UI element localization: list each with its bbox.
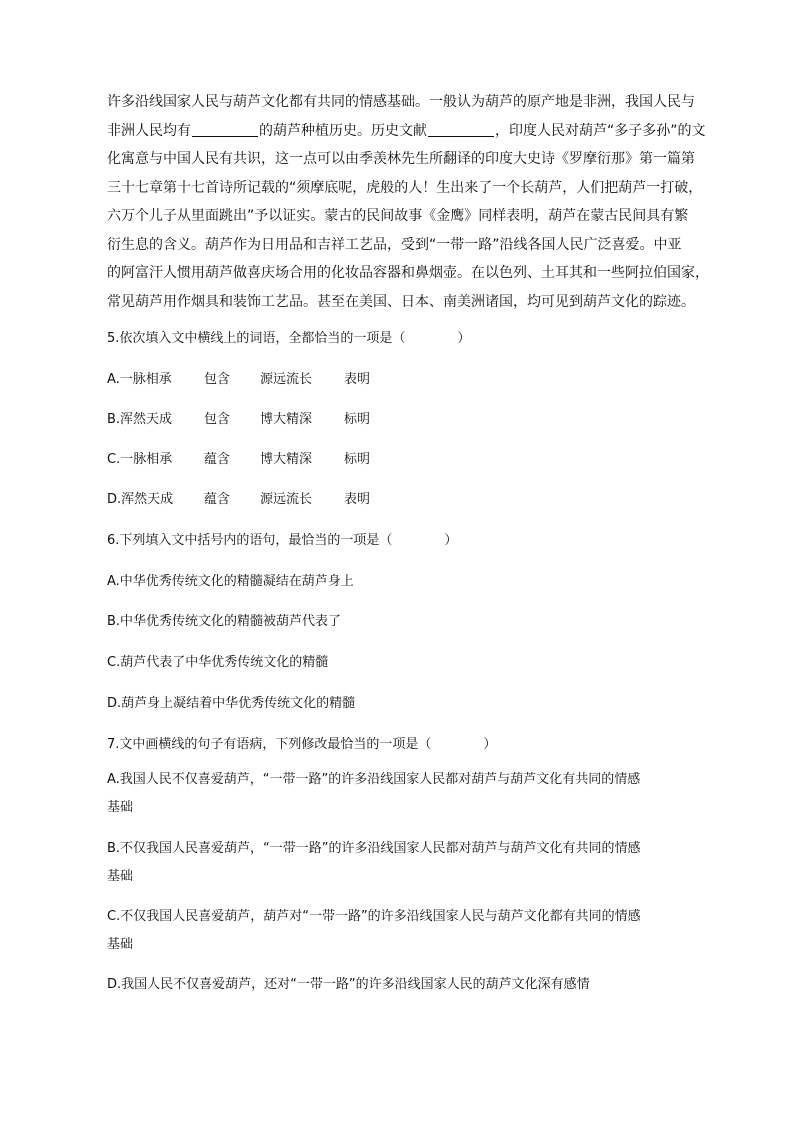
q7-option-d (107, 971, 707, 999)
q5-b-word-4: 标明 (344, 412, 371, 427)
q5-c-word-2: 蕴含 (204, 452, 231, 467)
q7-option-b (107, 835, 707, 891)
q5-d-word-3: 源远流长 (260, 492, 313, 507)
q5-d-word-1: D.浑然天成 (107, 492, 174, 507)
passage-line: 六万个儿子从里面跳出”予以证实。蒙古的民间故事《金鹰》同样表明，葫芦在蒙古民间具有繁 (107, 208, 689, 224)
passage-line: 三十七章第十七首诗所记载的“须摩底呢，虎般的人！生出来了一个长葫芦，人们把葫芦一打破， (107, 179, 703, 196)
q5-d-word-4: 表明 (344, 492, 371, 507)
q5-option-b (107, 408, 370, 427)
question-6-stem: 6.下列填入文中括号内的语句，最恰当的一项是（ ） (107, 533, 458, 548)
question-7-stem: 7.文中画横线的句子有语病，下列修改最恰当的一项是（ ） (107, 737, 497, 752)
q7-a-line-1: A.我国人民不仅喜爱葫芦，“一带一路”的许多沿线国家人民都对葫芦与葫芦文化有共同的情感 (107, 772, 641, 787)
q6-option-a: A.中华优秀传统文化的精髓凝结在葫芦身上 (107, 574, 354, 589)
q5-option-a (107, 368, 370, 387)
q7-a-line-2: 基础 (107, 800, 134, 815)
q6-option-b: B.中华优秀传统文化的精髓被葫芦代表了 (107, 614, 342, 629)
passage-line: 常见葫芦用作烟具和装饰工艺品。甚至在美国、日本、南美洲诸国，均可见到葫芦文化的踪迹。 (107, 293, 695, 310)
q7-b-line-1: B.不仅我国人民喜爱葫芦，“一带一路”的许多沿线国家人民都对葫芦与葫芦文化有共同的情感 (107, 841, 641, 856)
q5-b-word-2: 包含 (204, 412, 231, 427)
q5-option-c (107, 448, 370, 467)
reading-passage (107, 88, 707, 316)
passage-text: 的葫芦种植历史。历史文献 (259, 122, 427, 139)
q5-a-word-4: 表明 (344, 372, 371, 387)
q6-option-c: C.葫芦代表了中华优秀传统文化的精髓 (107, 655, 329, 670)
passage-line: 许多沿线国家人民与葫芦文化都有共同的情感基础。一般认为葫芦的原产地是非洲，我国人民与 (107, 94, 695, 110)
q5-a-word-3: 源远流长 (260, 372, 313, 387)
q7-c-line-1: C.不仅我国人民喜爱葫芦，葫芦对“一带一路”的许多沿线国家人民与葫芦文化都有共同的情感 (107, 909, 641, 924)
q5-a-word-2: 包含 (204, 372, 231, 387)
passage-line: 衍生息的含义。葫芦作为日用品和吉祥工艺品，受到“一带一路”沿线各国人民广泛喜爱。中亚 (107, 236, 682, 253)
q7-option-c (107, 903, 707, 959)
fill-blank-2 (428, 122, 494, 137)
passage-line (107, 117, 707, 146)
question-5-stem: 5.依次填入文中横线上的词语，全都恰当的一项是（ ） (107, 331, 471, 346)
q6-option-d: D.葫芦身上凝结着中华优秀传统文化的精髓 (107, 696, 356, 711)
passage-text: ，印度人民对葫芦“多子多孙”的文 (495, 122, 706, 139)
passage-line: 化寓意与中国人民有共识，这一点可以由季羡林先生所翻译的印度大史诗《罗摩衍那》第一篇第 (107, 151, 695, 167)
q7-option-a (107, 766, 707, 822)
q5-c-word-3: 博大精深 (260, 452, 313, 467)
q5-a-word-1: A.一脉相承 (107, 372, 172, 387)
q5-b-word-3: 博大精深 (260, 412, 313, 427)
q5-b-word-1: B.浑然天成 (107, 412, 173, 427)
fill-blank-1 (192, 122, 258, 137)
passage-line: 的阿富汗人惯用葫芦做喜庆场合用的化妆品容器和鼻烟壶。在以色列、土耳其和一些阿拉伯国家， (107, 265, 709, 281)
q7-d-line-1: D.我国人民不仅喜爱葫芦，还对“一带一路”的许多沿线国家人民的葫芦文化深有感情 (107, 977, 590, 992)
q5-c-word-1: C.一脉相承 (107, 452, 173, 467)
q5-d-word-2: 蕴含 (204, 492, 231, 507)
q5-option-d (107, 488, 370, 507)
passage-text: 非洲人民均有 (107, 122, 191, 139)
q5-c-word-4: 标明 (344, 452, 371, 467)
q7-c-line-2: 基础 (107, 937, 134, 952)
q7-b-line-2: 基础 (107, 869, 134, 884)
